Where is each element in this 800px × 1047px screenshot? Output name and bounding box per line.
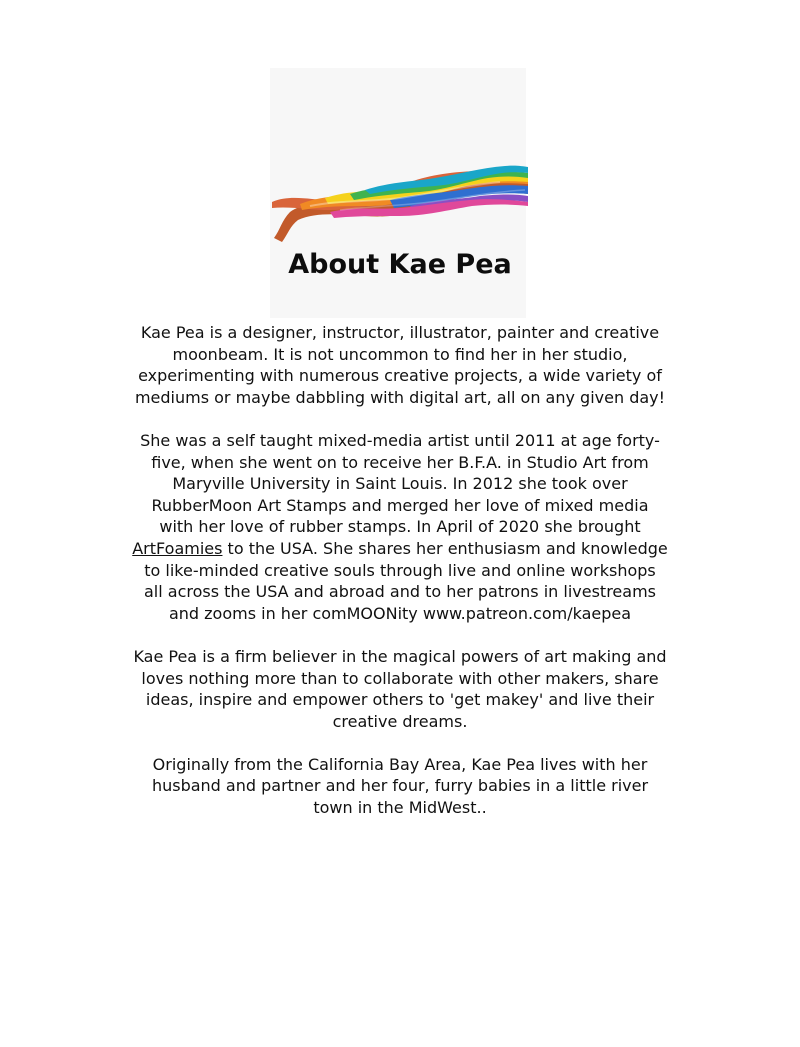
text-line: to like-minded creative souls through live and online workshops (144, 560, 656, 580)
text-line-with-link (130, 538, 670, 560)
text-line: Kae Pea is a designer, instructor, illustrator, painter and creative (140, 323, 660, 342)
text-line: mediums or maybe dabbling with digital art, all on any given day! (134, 387, 666, 407)
text-line: Maryville University in Saint Louis. In 2012 she took over (172, 474, 628, 494)
text-after-link: to the USA. She shares her enthusiasm and knowledge (222, 538, 668, 558)
text-line: and zooms in her comMOONity www.patreon.com/kaepea (168, 603, 632, 623)
text-line: experimenting with numerous creative projects, a wide variety of (138, 366, 662, 386)
bio-paragraph-1 (130, 322, 670, 408)
text-line: creative dreams. (332, 711, 468, 731)
text-line: loves nothing more than to collaborate with other makers, share (141, 668, 659, 688)
page-title: About Kae Pea (288, 249, 512, 280)
text-line: Kae Pea is a firm believer in the magical powers of art making and (133, 646, 667, 666)
text-line: husband and partner and her four, furry babies in a little river (151, 776, 649, 796)
text-line: all across the USA and abroad and to her patrons in livestreams (144, 582, 656, 602)
bio-paragraph-3 (130, 646, 670, 732)
text-line: RubberMoon Art Stamps and merged her love of mixed media (151, 495, 649, 515)
text-line: with her love of rubber stamps. In April of 2020 she brought (159, 517, 641, 537)
artfoamies-link[interactable]: ArtFoamies (132, 538, 223, 558)
bio-paragraph-2 (130, 430, 670, 624)
text-line: town in the MidWest.. (313, 798, 487, 818)
bio-paragraph-4 (130, 754, 670, 819)
text-line: moonbeam. It is not uncommon to find her in her studio, (172, 344, 628, 364)
bio-text (130, 322, 670, 840)
text-line: ideas, inspire and empower others to 'get makey' and live their (145, 690, 655, 710)
rainbow-brushstroke-icon (270, 160, 530, 245)
text-line: She was a self taught mixed-media artist until 2011 at age forty- (140, 430, 660, 450)
text-line: Originally from the California Bay Area, Kae Pea lives with her (152, 754, 648, 774)
text-line: five, when she went on to receive her B.F.A. in Studio Art from (151, 452, 649, 472)
